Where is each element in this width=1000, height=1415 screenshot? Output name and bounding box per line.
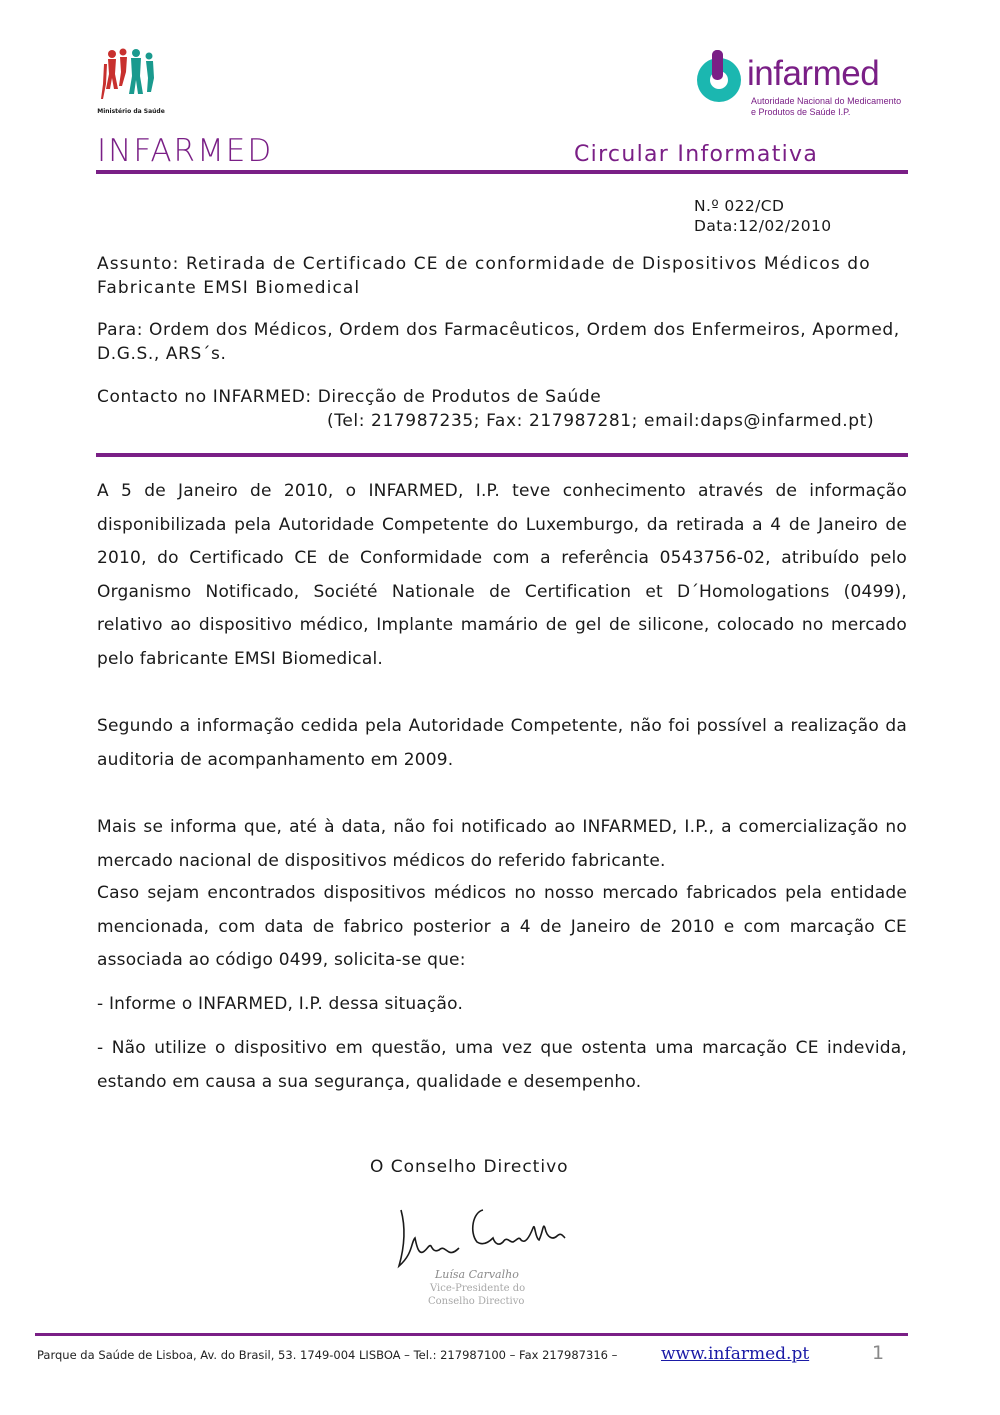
circular-date: Data:12/02/2010 [694,217,832,235]
brand-tagline-2: e Produtos de Saúde I.P. [751,107,851,117]
signature-heading: O Conselho Directivo [370,1157,569,1177]
contact-line-2: (Tel: 217987235; Fax: 217987281; email:daps@infarmed.pt) [327,411,875,431]
signatory-role-2: Conselho Directivo [428,1296,525,1307]
contact-line-1: Contacto no INFARMED: Direcção de Produtos de Saúde [97,387,602,407]
ministry-caption: Ministério da Saúde [97,108,165,115]
page-number: 1 [872,1342,885,1364]
footer-divider [35,1333,908,1336]
page-title: INFARMED [97,133,274,169]
section-divider [96,453,908,457]
signatory-name: Luísa Carvalho [435,1268,519,1281]
recipients: Para: Ordem dos Médicos, Ordem dos Farmacêuticos, Ordem dos Enfermeiros, Apormed, D.G.S., ARS´s. [97,320,900,364]
signatory-role-1: Vice-Presidente do [430,1283,526,1294]
subject: Assunto: Retirada de Certificado CE de conformidade de Dispositivos Médicos do Fabricante EMSI Biomedical [97,254,871,298]
footer-address: Parque da Saúde de Lisboa, Av. do Brasil, 53. 1749-004 LISBOA – Tel.: 217987100 – Fax 217987316 – [37,1348,618,1362]
handwritten-signature [393,1192,568,1312]
body-paragraph-6: - Não utilize o dispositivo em questão, uma vez que ostenta uma marcação CE indevida, estando em causa a sua segurança, qualidade e desempenho. [97,1038,907,1092]
body-paragraph-4: Caso sejam encontrados dispositivos médicos no nosso mercado fabricados pela entidade mencionada, com data de fabrico posterior a 4 de Janeiro de 2010 e com marcação CE associada ao código 0499, solicita-se que: [97,883,907,970]
header-divider [96,170,908,174]
circular-number: N.º 022/CD [694,197,785,215]
body-paragraph-3: Mais se informa que, até à data, não foi notificado ao INFARMED, I.P., a comercialização no mercado nacional de dispositivos médicos do referido fabricante. [97,817,907,871]
body-paragraph-2: Segundo a informação cedida pela Autoridade Competente, não foi possível a realização da auditoria de acompanhamento em 2009. [97,716,907,770]
website-link[interactable]: www.infarmed.pt [661,1344,810,1364]
brand-tagline-1: Autoridade Nacional do Medicamento [751,96,902,106]
document-type: Circular Informativa [574,142,819,167]
brand-word: infarmed [747,54,880,93]
body-paragraph-5: - Informe o INFARMED, I.P. dessa situação. [97,994,464,1014]
body-paragraph-1: A 5 de Janeiro de 2010, o INFARMED, I.P. teve conhecimento através de informação disponibilizada pela Autoridade Competente do Luxemburgo, da retirada a 4 de Janeiro de 2010, do Certificado CE de Conformidade com a referência 0543756-02, atribuído pelo Organismo Notificado, Société Nationale de Certification et D´Homologations (0499), relativo ao dispositivo médico, Implante mamário de gel de silicone, colocado no mercado pelo fabricante EMSI Biomedical. [97,481,907,669]
